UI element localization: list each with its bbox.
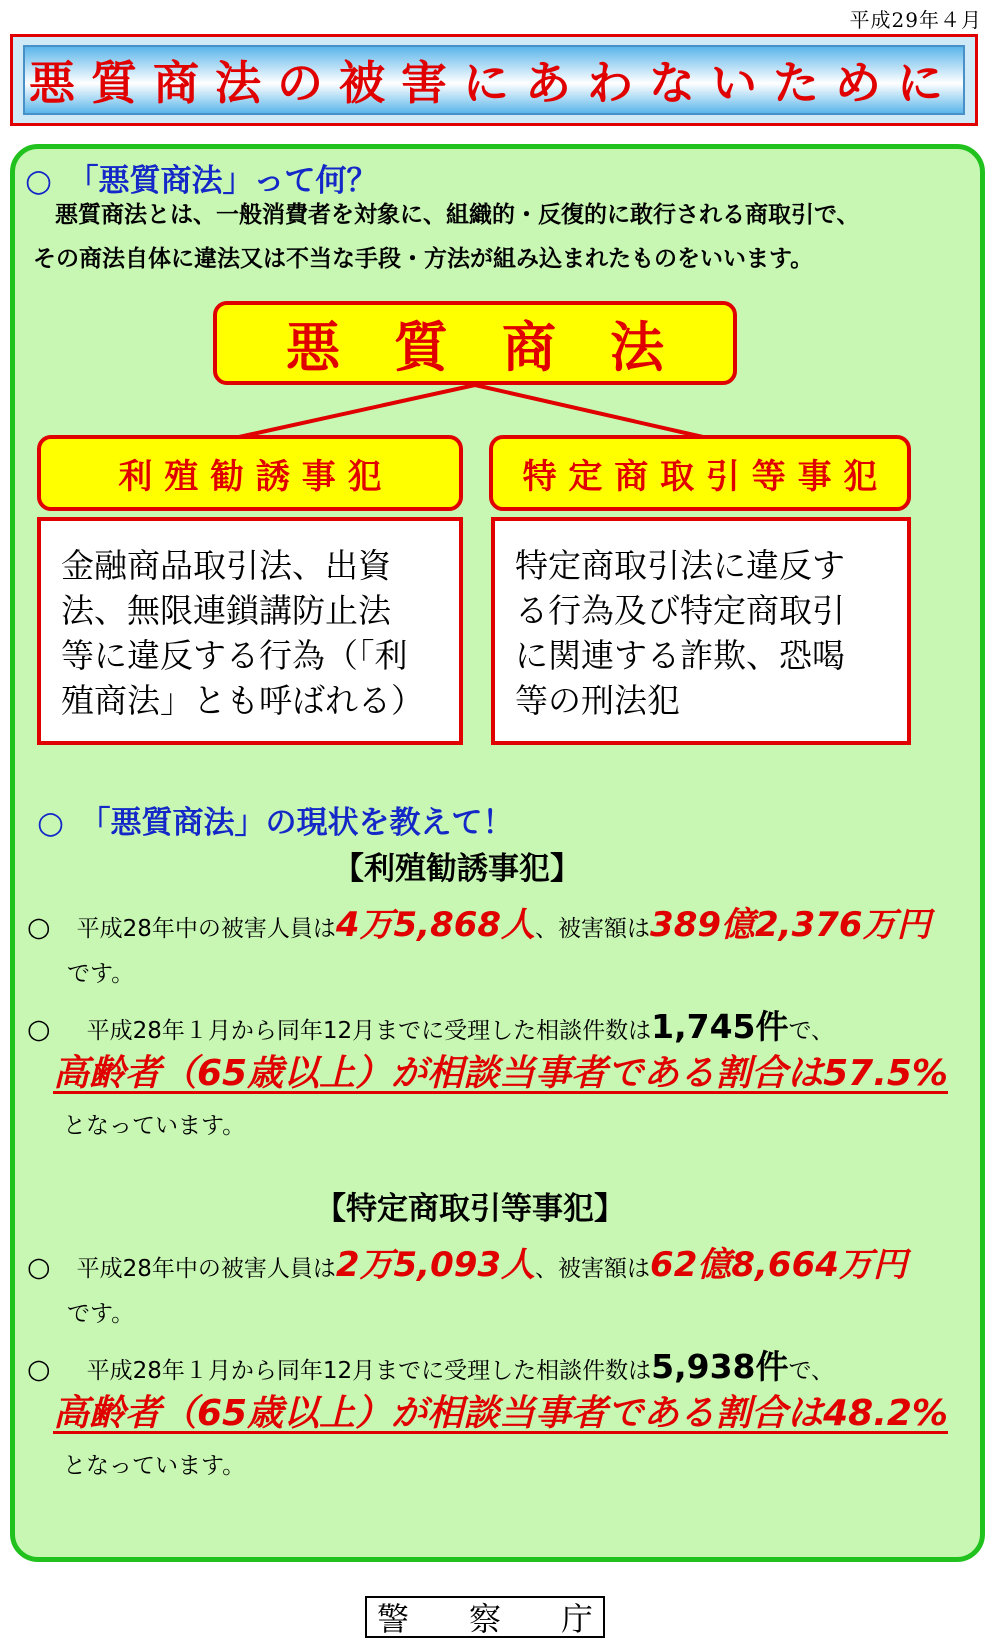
bullet-icon: ○ [27,1014,51,1045]
left-category-box [37,435,463,511]
page-title: 悪質商法の被害にあわないために [29,56,959,110]
left-description-box: 金融商品取引法、出資 法、無限連鎖講防止法 等に違反する行為（「利 殖商法」とも呼ばれる） [37,517,463,745]
bullet-icon: ○ [27,912,51,943]
category1-desu: です。 [67,961,135,987]
category2-victims-value: 2万5,093人 [335,1245,536,1285]
category1-victims-prefix: 平成28年中の被害人員は [76,916,336,942]
section1-heading: ○ 「悪質商法」って何？ [25,163,378,199]
category1-consult-line [27,1001,834,1048]
category1-victims-line [27,897,931,946]
category2-victims-line [27,1237,907,1286]
right-category-box [489,435,911,511]
category2-title: 【特定商取引等事犯】 [315,1191,625,1227]
category1-damage-prefix: 、被害額は [535,916,651,942]
category2-damage-prefix: 、被害額は [535,1256,651,1282]
category2-damage-value: 62億8,664万円 [650,1245,907,1285]
category2-elderly-ratio: 高齢者（65歳以上）が相談当事者である割合は48.2% [53,1393,948,1434]
footer-char-1: 警 [377,1600,410,1638]
category1-consult-prefix: 平成28年１月から同年12月までに受理した相談件数は [86,1018,652,1044]
left-category-label: 利 殖 勧 誘 事 犯 [118,456,382,497]
section2-heading: ○ 「悪質商法」の現状を教えて！ [37,805,514,841]
footer-char-3: 庁 [560,1600,593,1638]
category2-desu: です。 [67,1301,135,1327]
section1-desc-line2: その商法自体に違法又は不当な手段・方法が組み込まれたものをいいます。 [33,246,814,272]
right-description-box: 特定商取引法に違反す る行為及び特定商取引 に関連する詐欺、恐喝 等の刑法犯 [491,517,911,745]
category2-victims-prefix: 平成28年中の被害人員は [76,1256,336,1282]
connector-left-line [239,385,475,437]
bullet-icon: ○ [27,1252,51,1283]
category1-consult-value: 1,745件 [651,1007,789,1046]
category1-victims-value: 4万5,868人 [335,905,536,945]
footer-char-2: 察 [468,1600,501,1638]
category1-consult-suffix: で、 [788,1018,835,1044]
connector-right-line [475,385,703,437]
agency-footer [365,1596,605,1638]
category2-consult-prefix: 平成28年１月から同年12月までに受理した相談件数は [86,1358,652,1384]
section1-desc-line1: 悪質商法とは、一般消費者を対象に、組織的・反復的に敢行される商取引で、 [55,202,860,228]
diagram-root-box [213,301,737,385]
category2-consult-value: 5,938件 [651,1347,789,1386]
category1-closing: となっています。 [63,1113,246,1139]
bullet-icon: ○ [27,1354,51,1385]
right-category-label: 特 定 商 取 引 等 事 犯 [522,456,878,497]
category2-consult-line [27,1341,834,1388]
title-banner-inner [23,45,965,115]
diagram-root-label: 悪 質 商 法 [286,315,664,379]
category1-elderly-ratio: 高齢者（65歳以上）が相談当事者である割合は57.5% [53,1053,948,1094]
category2-closing: となっています。 [63,1453,246,1479]
issue-date: 平成29年４月 [849,8,982,32]
content-panel [10,144,985,1562]
category1-damage-value: 389億2,376万円 [650,905,931,945]
title-banner [10,34,978,126]
category2-consult-suffix: で、 [788,1358,835,1384]
category1-title: 【利殖勧誘事犯】 [333,851,581,887]
